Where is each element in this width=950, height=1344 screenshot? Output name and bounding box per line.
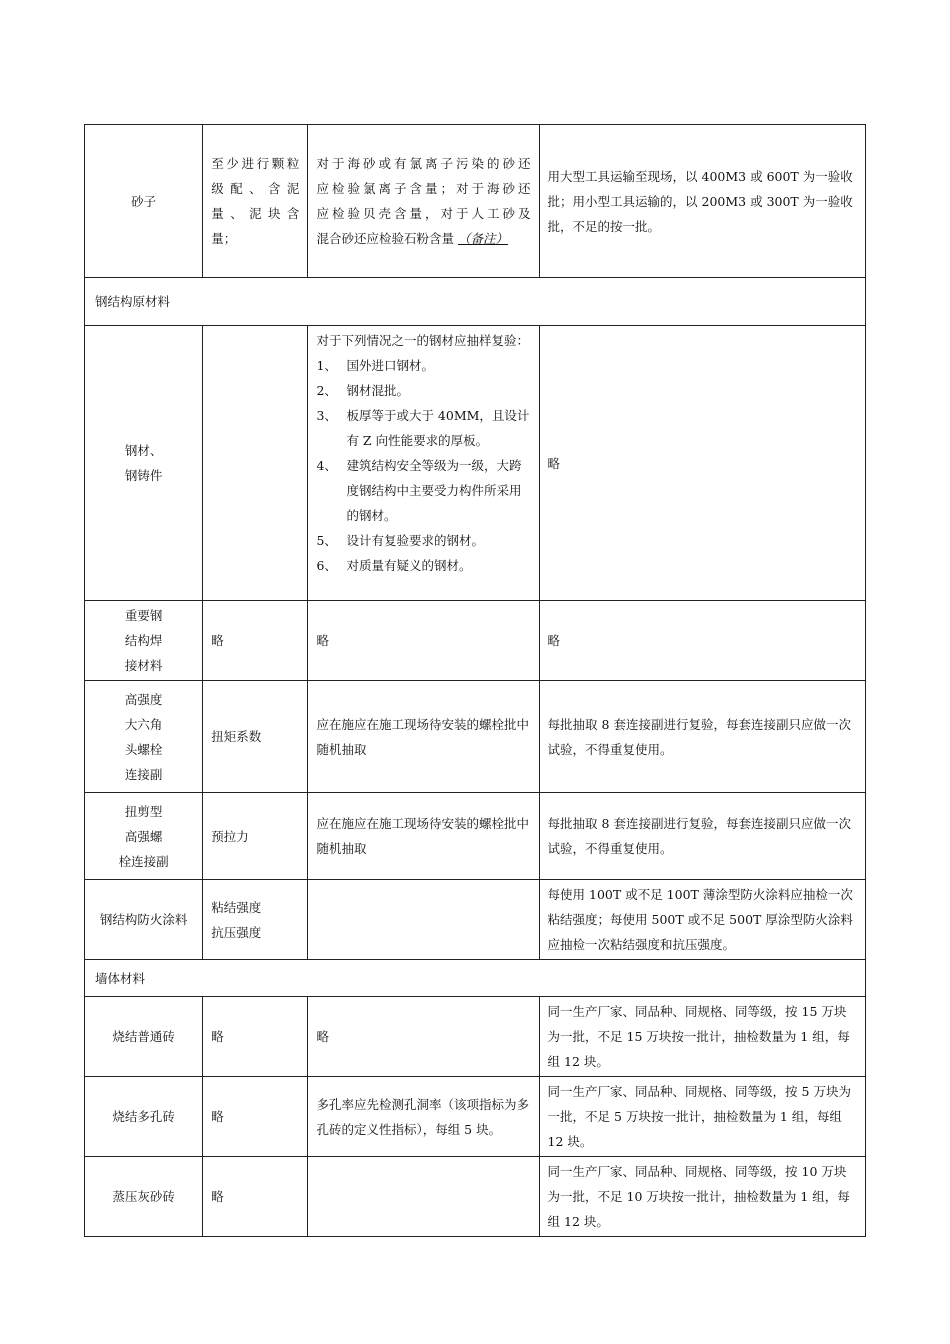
material-name: 烧结普通砖 [85, 997, 203, 1077]
item-number: 2、 [316, 383, 337, 398]
item-number: 1、 [316, 358, 337, 373]
section-header-steel [85, 278, 866, 326]
table-row-hs-bolt [85, 681, 866, 793]
material-name: 钢结构防火涂料 [85, 880, 203, 960]
inspection-requirement [308, 326, 539, 601]
req-line: 应检验贝壳含量，对于人工砂及 [316, 206, 531, 221]
item-text: 钢材混批。 [346, 383, 409, 398]
inspection-items [203, 880, 308, 960]
inspection-items [203, 125, 308, 278]
list-item [316, 403, 530, 453]
inspection-requirement [308, 125, 539, 278]
items-line: 抗压强度 [211, 924, 262, 940]
batch-rule: 同一生产厂家、同品种、同规格、同等级，按 5 万块为一批，不足 5 万块按一批计，抽检数量为 1 组，每组 12 块。 [539, 1077, 865, 1157]
items-line: 粘结强度 [211, 899, 262, 915]
material-name: 蒸压灰砂砖 [85, 1157, 203, 1237]
section-title: 墙体材料 [85, 960, 866, 997]
list-item [316, 353, 530, 378]
table-row-porous-brick [85, 1077, 866, 1157]
list-item [316, 553, 530, 578]
items-line: 级配、含泥 [211, 181, 300, 196]
table-row-fired-brick [85, 997, 866, 1077]
batch-rule: 略 [539, 326, 865, 601]
name-line: 接材料 [124, 658, 163, 673]
inspection-table [84, 124, 866, 1237]
name-line: 高强度 [124, 691, 163, 707]
item-number: 3、 [316, 408, 337, 423]
material-name [85, 793, 203, 880]
req-line: 对于海砂或有氯离子污染的砂还 [316, 156, 531, 171]
list-item [316, 453, 530, 528]
name-line: 钢铸件 [124, 468, 163, 483]
material-name: 砂子 [85, 125, 203, 278]
item-text: 建筑结构安全等级为一级，大跨度钢结构中主要受力构件所采用的钢材。 [346, 458, 522, 523]
list-item [316, 528, 530, 553]
inspection-items: 预拉力 [203, 793, 308, 880]
req-list [316, 353, 530, 578]
name-line: 钢材、 [124, 443, 163, 458]
table-row-sand [85, 125, 866, 278]
name-line: 头螺栓 [124, 741, 163, 757]
material-name [85, 326, 203, 601]
name-line: 连接副 [124, 766, 163, 782]
req-line: 混合砂还应检验石粉含量 [316, 231, 454, 246]
inspection-items: 略 [203, 601, 308, 681]
inspection-requirement [308, 880, 539, 960]
batch-rule: 同一生产厂家、同品种、同规格、同等级，按 10 万块为一批，不足 10 万块按一批计，抽检数量为 1 组，每组 12 块。 [539, 1157, 865, 1237]
item-number: 4、 [316, 458, 337, 473]
material-name [85, 681, 203, 793]
req-line: 应检验氯离子含量；对于海砂还 [316, 181, 531, 196]
req-intro: 对于下列情况之一的钢材应抽样复验： [316, 333, 529, 348]
name-line: 结构焊 [124, 633, 163, 648]
inspection-items: 略 [203, 1077, 308, 1157]
item-text: 板厚等于或大于 40MM，且设计有 Z 向性能要求的厚板。 [346, 408, 530, 448]
item-number: 6、 [316, 558, 337, 573]
remark-note: （备注） [457, 231, 508, 246]
table-row-fire-coating [85, 880, 866, 960]
batch-rule: 同一生产厂家、同品种、同规格、同等级，按 15 万块为一批，不足 15 万块按一批计，抽检数量为 1 组，每组 12 块。 [539, 997, 865, 1077]
inspection-requirement: 略 [308, 601, 539, 681]
item-text: 对质量有疑义的钢材。 [346, 558, 472, 573]
batch-rule: 略 [539, 601, 865, 681]
table-row-weld [85, 601, 866, 681]
inspection-requirement: 应在施应在施工现场待安装的螺栓批中随机抽取 [308, 681, 539, 793]
items-line: 量、泥块含 [211, 206, 300, 221]
items-line: 至少进行颗粒 [211, 156, 300, 171]
material-name [85, 601, 203, 681]
inspection-requirement [308, 1157, 539, 1237]
inspection-requirement: 多孔率应先检测孔洞率（该项指标为多孔砖的定义性指标），每组 5 块。 [308, 1077, 539, 1157]
table-row-steel [85, 326, 866, 601]
section-header-wall [85, 960, 866, 997]
section-title: 钢结构原材料 [85, 278, 866, 326]
name-line: 大六角 [124, 716, 163, 732]
item-number: 5、 [316, 533, 337, 548]
inspection-items: 略 [203, 997, 308, 1077]
batch-rule: 用大型工具运输至现场，以 400M3 或 600T 为一验收批；用小型工具运输的，以 200M3 或 300T 为一验收批，不足的按一批。 [539, 125, 865, 278]
name-line: 栓连接副 [118, 853, 169, 869]
items-line: 量； [211, 231, 237, 246]
batch-rule: 每批抽取 8 套连接副进行复验，每套连接副只应做一次试验，不得重复使用。 [539, 681, 865, 793]
inspection-requirement: 应在施应在施工现场待安装的螺栓批中随机抽取 [308, 793, 539, 880]
item-text: 设计有复验要求的钢材。 [346, 533, 484, 548]
name-line: 扭剪型 [124, 803, 163, 819]
batch-rule: 每使用 100T 或不足 100T 薄涂型防火涂料应抽检一次粘结强度；每使用 500T 或不足 500T 厚涂型防火涂料应抽检一次粘结强度和抗压强度。 [539, 880, 865, 960]
inspection-requirement: 略 [308, 997, 539, 1077]
table-row-ts-bolt [85, 793, 866, 880]
inspection-items: 扭矩系数 [203, 681, 308, 793]
batch-rule: 每批抽取 8 套连接副进行复验，每套连接副只应做一次试验，不得重复使用。 [539, 793, 865, 880]
name-line: 重要钢 [124, 608, 163, 623]
table-row-lime-brick [85, 1157, 866, 1237]
inspection-items: 略 [203, 1157, 308, 1237]
item-text: 国外进口钢材。 [346, 358, 434, 373]
inspection-items [203, 326, 308, 601]
material-name: 烧结多孔砖 [85, 1077, 203, 1157]
list-item [316, 378, 530, 403]
name-line: 高强螺 [124, 828, 163, 844]
